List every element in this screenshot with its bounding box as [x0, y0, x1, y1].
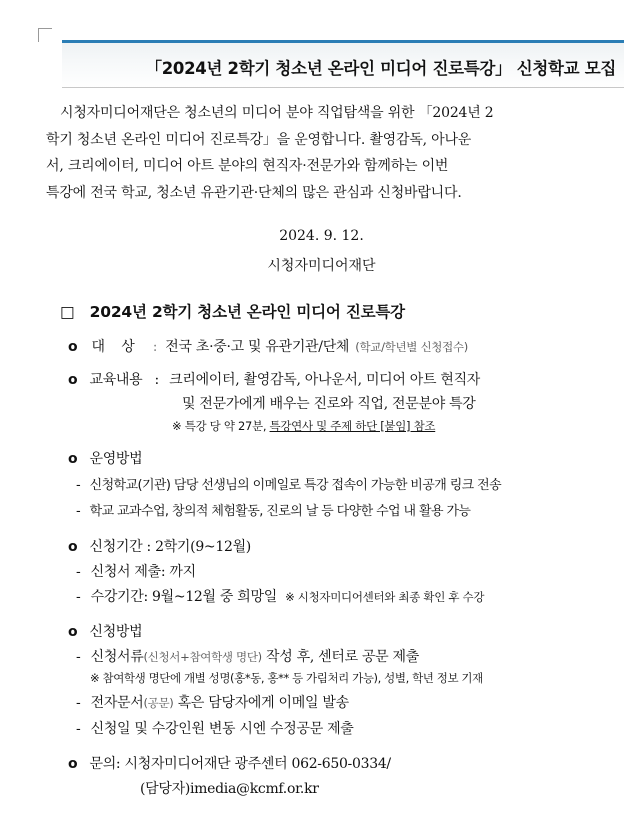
- apply-sub2-text: 전자문서: [90, 695, 144, 711]
- dash: -: [76, 649, 81, 665]
- dash: -: [76, 564, 81, 580]
- method-sub1-text: 신청학교(기관) 담당 선생님의 이메일로 특강 접속이 가능한 비공개 링크 전송: [89, 478, 502, 493]
- intro-paragraph: [46, 100, 612, 206]
- apply-row: [68, 621, 142, 641]
- apply-sub2: [76, 692, 349, 712]
- square-bullet-icon: □: [60, 303, 75, 321]
- page-title: 「2024년 2학기 청소년 온라인 미디어 진로특강」 신청학교 모집: [145, 59, 616, 78]
- apply-sub1-note: ※ 참여학생 명단에 개별 성명(홍*동, 홍** 등 가림처리 가능), 성별, 학년 정보 기재: [90, 671, 483, 685]
- contact-email: (담당자)imedia@kcmf.or.kr: [140, 781, 319, 797]
- method-sub2: [76, 500, 470, 519]
- appendix-reference: 특강연사 및 주제 하단 [붙임] 참조: [269, 419, 436, 433]
- bullet-o: o: [68, 451, 78, 467]
- content-colon: :: [154, 372, 159, 388]
- target-colon: :: [152, 339, 158, 355]
- method-sub1: [76, 474, 501, 493]
- period-sub2-text: 수강기간: 9월~12월 중 희망일: [90, 589, 277, 605]
- dash: -: [76, 478, 81, 493]
- method-label: 운영방법: [89, 451, 143, 467]
- intro-line: 학기 청소년 온라인 미디어 진로특강」을 운영합니다. 촬영감독, 아나운: [46, 131, 472, 148]
- contact-line1: 문의: 시청자미디어재단 광주센터 062-650-0334/: [89, 756, 391, 772]
- apply-sub2-post: 혹은 담당자에게 이메일 발송: [173, 695, 349, 711]
- content-line1: 크리에이터, 촬영감독, 아나운서, 미디어 아트 현직자: [169, 372, 481, 388]
- apply-sub1-paren: (신청서+참여학생 명단): [143, 650, 262, 664]
- section-heading: [60, 300, 405, 322]
- method-sub2-text: 학교 교과수업, 창의적 체험활동, 진로의 날 등 다양한 수업 내 활용 가능: [89, 504, 471, 519]
- contact-row: [68, 753, 391, 773]
- bullet-o: o: [68, 624, 78, 640]
- period-row: [68, 536, 251, 556]
- apply-sub2-paren: (공문): [143, 696, 174, 710]
- apply-sub1-post: 작성 후, 센터로 공문 제출: [261, 649, 420, 665]
- intro-line: 특강에 전국 학교, 청소년 유관기관·단체의 많은 관심과 신청바랍니다.: [46, 184, 462, 201]
- apply-sub1: [76, 646, 419, 666]
- section-title-text: 2024년 2학기 청소년 온라인 미디어 진로특강: [89, 303, 405, 321]
- dash: -: [76, 589, 81, 605]
- content-row: [68, 369, 480, 389]
- dash: -: [76, 504, 81, 519]
- period-sub1: [76, 561, 196, 581]
- apply-sub3: [76, 718, 354, 738]
- apply-sub3-text: 신청일 및 수강인원 변동 시엔 수정공문 제출: [90, 721, 354, 737]
- apply-label: 신청방법: [89, 624, 143, 640]
- period-sub2: [76, 586, 484, 606]
- bullet-o: o: [68, 756, 78, 772]
- target-label: 대 상: [91, 339, 135, 355]
- period-sub2-note: ※ 시청자미디어센터와 최종 확인 후 수강: [285, 590, 485, 604]
- target-text: 전국 초·중·고 및 유관기관/단체: [165, 339, 350, 355]
- period-label: 신청기간 : 2학기(9~12월): [89, 539, 251, 555]
- announcement-date: 2024. 9. 12.: [279, 228, 364, 244]
- apply-sub1-text: 신청서류: [90, 649, 144, 665]
- dash: -: [76, 721, 81, 737]
- crop-mark: [38, 28, 52, 42]
- content-note: [172, 418, 435, 434]
- organization-name: 시청자미디어재단: [267, 258, 376, 274]
- content-note-prefix: ※ 특강 당 약 27분,: [172, 419, 270, 433]
- bullet-o: o: [68, 339, 78, 355]
- content-line2: 및 전문가에게 배우는 진로와 직업, 전문분야 특강: [182, 396, 476, 412]
- bullet-o: o: [68, 372, 78, 388]
- target-note: (학교/학년별 신청접수): [355, 340, 468, 354]
- intro-line: 서, 크리에이터, 미디어 아트 분야의 현직자·전문가와 함께하는 이번: [46, 158, 449, 174]
- period-sub1-text: 신청서 제출: 까지: [90, 564, 196, 580]
- bullet-o: o: [68, 539, 78, 555]
- target-row: [68, 336, 468, 356]
- title-divider: [62, 87, 624, 88]
- title-banner: [62, 40, 624, 88]
- content-label: 교육내용: [89, 372, 143, 388]
- intro-line: 시청자미디어재단은 청소년의 미디어 분야 직업탐색을 위한 「2024년 2: [60, 105, 494, 121]
- dash: -: [76, 695, 81, 711]
- method-row: [68, 448, 142, 468]
